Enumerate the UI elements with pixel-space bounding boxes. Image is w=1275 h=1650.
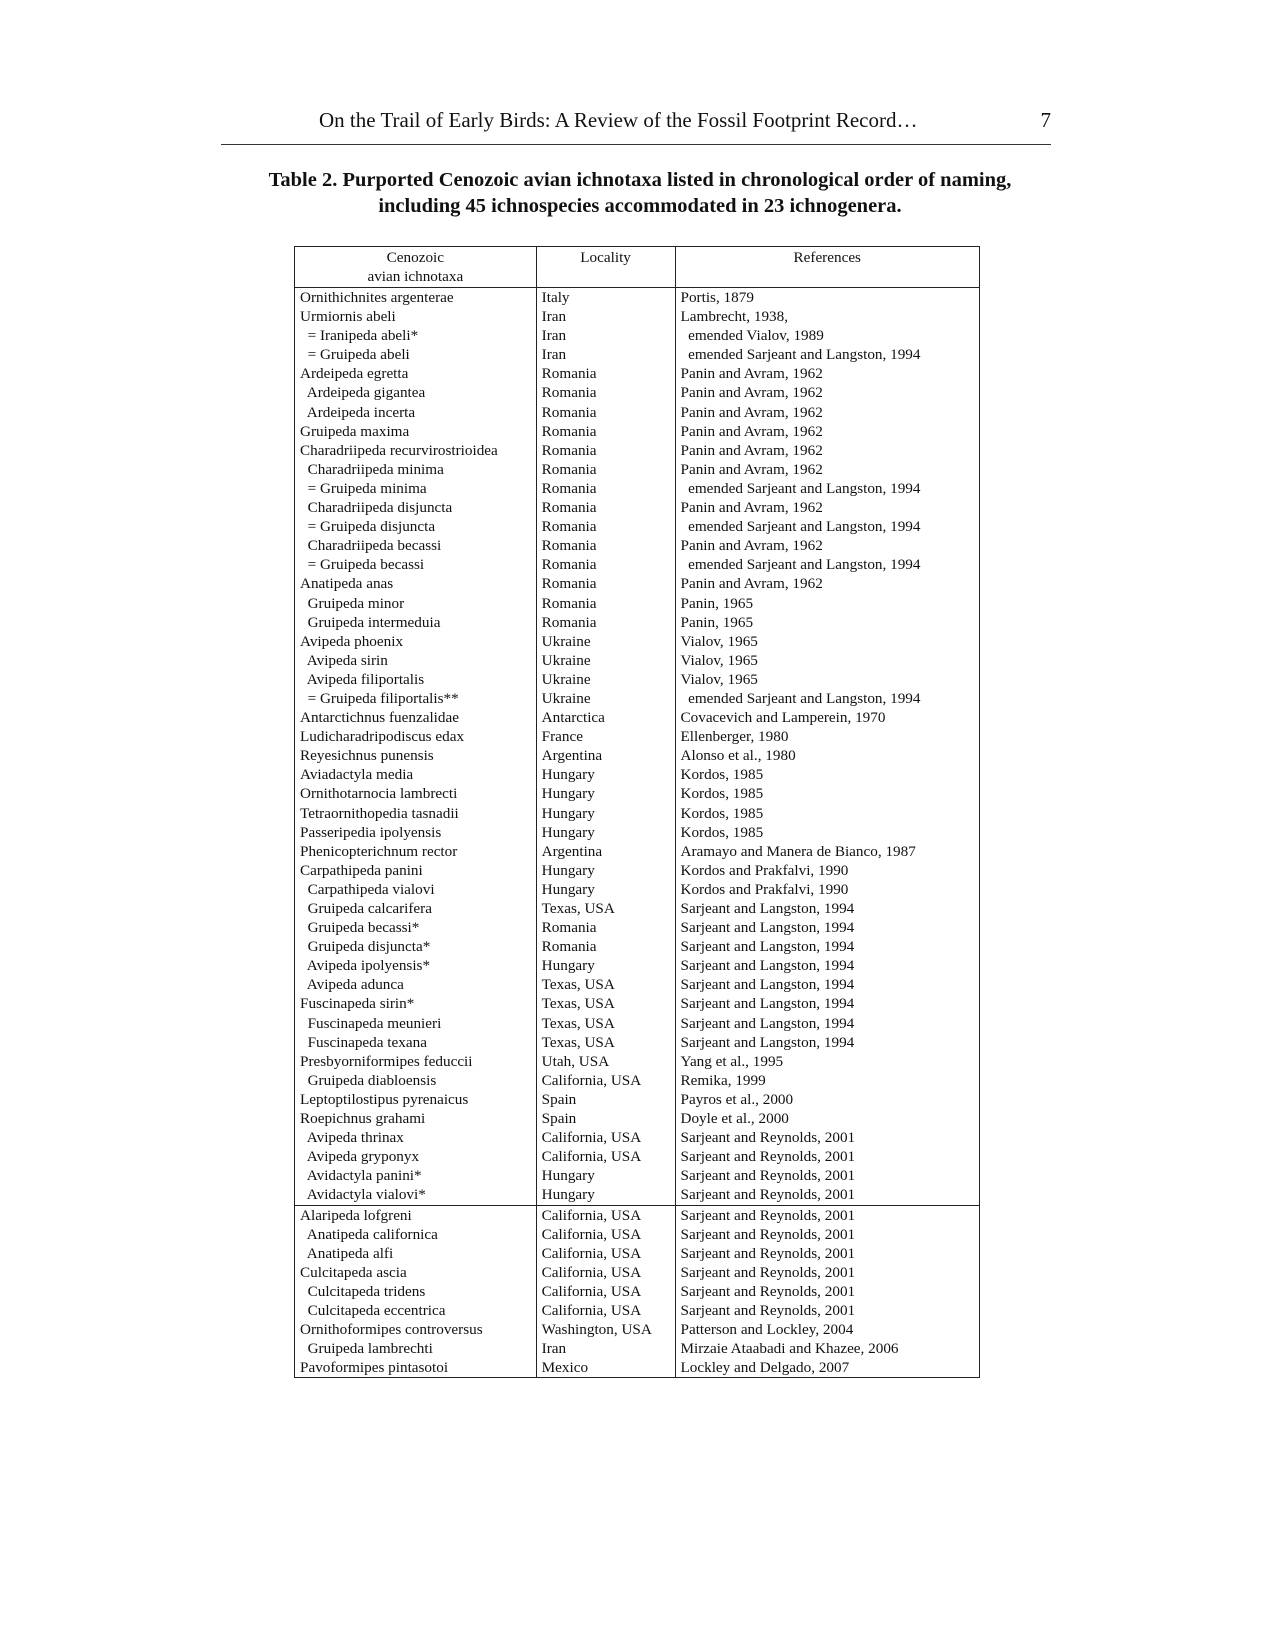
cell-locality: Argentina bbox=[536, 746, 675, 765]
cell-reference: Kordos and Prakfalvi, 1990 bbox=[675, 861, 980, 880]
cell-reference: Doyle et al., 2000 bbox=[675, 1109, 980, 1128]
cell-locality: Romania bbox=[536, 479, 675, 498]
cell-locality: Romania bbox=[536, 498, 675, 517]
cell-reference: emended Sarjeant and Langston, 1994 bbox=[675, 517, 980, 536]
table-body bbox=[295, 288, 980, 1378]
cell-locality: California, USA bbox=[536, 1205, 675, 1225]
table-row bbox=[295, 1358, 980, 1378]
cell-taxon: Gruipeda disjuncta* bbox=[295, 937, 537, 956]
table-row bbox=[295, 708, 980, 727]
cell-reference: Panin and Avram, 1962 bbox=[675, 364, 980, 383]
table-row bbox=[295, 975, 980, 994]
table-caption-line-2: including 45 ichnospecies accommodated in 23 ichnogenera. bbox=[378, 195, 902, 217]
cell-reference: emended Sarjeant and Langston, 1994 bbox=[675, 345, 980, 364]
cell-taxon: Ornithoformipes controversus bbox=[295, 1320, 537, 1339]
cell-taxon: Fuscinapeda texana bbox=[295, 1033, 537, 1052]
cell-taxon: Gruipeda calcarifera bbox=[295, 899, 537, 918]
cell-locality: Ukraine bbox=[536, 632, 675, 651]
column-header-taxa bbox=[295, 247, 537, 288]
cell-taxon: Anatipeda californica bbox=[295, 1225, 537, 1244]
table-row bbox=[295, 651, 980, 670]
cell-taxon: Charadriipeda disjuncta bbox=[295, 498, 537, 517]
table-row bbox=[295, 994, 980, 1013]
cell-locality: Texas, USA bbox=[536, 899, 675, 918]
table-row bbox=[295, 1071, 980, 1090]
table-row bbox=[295, 899, 980, 918]
running-header bbox=[221, 106, 1051, 145]
cell-taxon: Fuscinapeda sirin* bbox=[295, 994, 537, 1013]
cell-reference: Alonso et al., 1980 bbox=[675, 746, 980, 765]
cell-locality: Spain bbox=[536, 1090, 675, 1109]
cell-reference: Panin and Avram, 1962 bbox=[675, 422, 980, 441]
table-row bbox=[295, 765, 980, 784]
cell-reference: emended Sarjeant and Langston, 1994 bbox=[675, 479, 980, 498]
table-row bbox=[295, 613, 980, 632]
cell-reference: Lambrecht, 1938, bbox=[675, 307, 980, 326]
cell-reference: Kordos, 1985 bbox=[675, 784, 980, 803]
cell-reference: Panin and Avram, 1962 bbox=[675, 498, 980, 517]
cell-taxon: Pavoformipes pintasotoi bbox=[295, 1358, 537, 1378]
table-row bbox=[295, 1205, 980, 1225]
cell-taxon: Avipeda ipolyensis* bbox=[295, 956, 537, 975]
cell-reference: Sarjeant and Reynolds, 2001 bbox=[675, 1225, 980, 1244]
cell-taxon: Leptoptilostipus pyrenaicus bbox=[295, 1090, 537, 1109]
cell-reference: Lockley and Delgado, 2007 bbox=[675, 1358, 980, 1378]
cell-taxon: Charadriipeda becassi bbox=[295, 536, 537, 555]
cell-locality: Hungary bbox=[536, 1166, 675, 1185]
cell-locality: Ukraine bbox=[536, 670, 675, 689]
cell-locality: Texas, USA bbox=[536, 1014, 675, 1033]
cell-taxon: Avipeda phoenix bbox=[295, 632, 537, 651]
cell-taxon: Ornithotarnocia lambrecti bbox=[295, 784, 537, 803]
table-row bbox=[295, 918, 980, 937]
cell-locality: California, USA bbox=[536, 1301, 675, 1320]
cell-locality: Romania bbox=[536, 594, 675, 613]
cell-locality: France bbox=[536, 727, 675, 746]
cell-locality: Hungary bbox=[536, 861, 675, 880]
cell-taxon: Gruipeda diabloensis bbox=[295, 1071, 537, 1090]
cell-reference: Sarjeant and Reynolds, 2001 bbox=[675, 1301, 980, 1320]
cell-reference: Sarjeant and Langston, 1994 bbox=[675, 918, 980, 937]
cell-reference: Sarjeant and Reynolds, 2001 bbox=[675, 1166, 980, 1185]
cell-taxon: Charadriipeda recurvirostrioidea bbox=[295, 441, 537, 460]
cell-reference: Panin, 1965 bbox=[675, 613, 980, 632]
cell-locality: Romania bbox=[536, 536, 675, 555]
cell-locality: California, USA bbox=[536, 1282, 675, 1301]
cell-locality: Utah, USA bbox=[536, 1052, 675, 1071]
cell-reference: Patterson and Lockley, 2004 bbox=[675, 1320, 980, 1339]
table-row bbox=[295, 842, 980, 861]
table-row bbox=[295, 1244, 980, 1263]
cell-reference: Sarjeant and Reynolds, 2001 bbox=[675, 1282, 980, 1301]
cell-taxon: Ardeipeda incerta bbox=[295, 403, 537, 422]
cell-locality: Romania bbox=[536, 460, 675, 479]
cell-taxon: Tetraornithopedia tasnadii bbox=[295, 804, 537, 823]
column-header-taxa-line-1: Cenozoic bbox=[386, 249, 445, 266]
table-row bbox=[295, 1320, 980, 1339]
cell-locality: Iran bbox=[536, 1339, 675, 1358]
cell-locality: Texas, USA bbox=[536, 975, 675, 994]
table-caption bbox=[200, 167, 1080, 219]
table-header-row bbox=[295, 247, 980, 288]
table-row bbox=[295, 861, 980, 880]
table-row bbox=[295, 1147, 980, 1166]
table-row bbox=[295, 1225, 980, 1244]
cell-taxon: Fuscinapeda meunieri bbox=[295, 1014, 537, 1033]
cell-reference: Kordos, 1985 bbox=[675, 804, 980, 823]
table-row bbox=[295, 880, 980, 899]
column-header-references: References bbox=[675, 247, 980, 288]
cell-taxon: Gruipeda maxima bbox=[295, 422, 537, 441]
cell-taxon: Alaripeda lofgreni bbox=[295, 1205, 537, 1225]
table-row bbox=[295, 1033, 980, 1052]
cell-reference: Panin and Avram, 1962 bbox=[675, 536, 980, 555]
table-row bbox=[295, 383, 980, 402]
table-row bbox=[295, 479, 980, 498]
cell-reference: Sarjeant and Langston, 1994 bbox=[675, 1014, 980, 1033]
cell-locality: Argentina bbox=[536, 842, 675, 861]
cell-taxon: Roepichnus grahami bbox=[295, 1109, 537, 1128]
cell-reference: Mirzaie Ataabadi and Khazee, 2006 bbox=[675, 1339, 980, 1358]
table-row bbox=[295, 1090, 980, 1109]
cell-locality: Romania bbox=[536, 918, 675, 937]
cell-reference: Sarjeant and Reynolds, 2001 bbox=[675, 1185, 980, 1205]
cell-taxon: = Gruipeda becassi bbox=[295, 555, 537, 574]
cell-reference: Remika, 1999 bbox=[675, 1071, 980, 1090]
cell-locality: California, USA bbox=[536, 1147, 675, 1166]
column-header-taxa-line-2: avian ichnotaxa bbox=[367, 268, 464, 285]
table-row bbox=[295, 345, 980, 364]
cell-reference: Vialov, 1965 bbox=[675, 632, 980, 651]
table-row bbox=[295, 441, 980, 460]
cell-reference: Payros et al., 2000 bbox=[675, 1090, 980, 1109]
cell-taxon: Anatipeda alfi bbox=[295, 1244, 537, 1263]
cell-taxon: = Gruipeda disjuncta bbox=[295, 517, 537, 536]
cell-taxon: Gruipeda intermeduia bbox=[295, 613, 537, 632]
table-row bbox=[295, 689, 980, 708]
cell-locality: Hungary bbox=[536, 823, 675, 842]
cell-taxon: Ludicharadripodiscus edax bbox=[295, 727, 537, 746]
cell-locality: Romania bbox=[536, 422, 675, 441]
cell-locality: Antarctica bbox=[536, 708, 675, 727]
cell-reference: Vialov, 1965 bbox=[675, 670, 980, 689]
table-row bbox=[295, 1052, 980, 1071]
cell-taxon: Passeripedia ipolyensis bbox=[295, 823, 537, 842]
cell-taxon: Carpathipeda vialovi bbox=[295, 880, 537, 899]
table-row bbox=[295, 784, 980, 803]
cell-taxon: Aviadactyla media bbox=[295, 765, 537, 784]
table-row bbox=[295, 1128, 980, 1147]
column-header-locality: Locality bbox=[536, 247, 675, 288]
cell-reference: Sarjeant and Reynolds, 2001 bbox=[675, 1263, 980, 1282]
cell-reference: Panin and Avram, 1962 bbox=[675, 403, 980, 422]
table-row bbox=[295, 555, 980, 574]
cell-taxon: Carpathipeda panini bbox=[295, 861, 537, 880]
cell-taxon: Ardeipeda egretta bbox=[295, 364, 537, 383]
cell-locality: Romania bbox=[536, 613, 675, 632]
table-row bbox=[295, 1339, 980, 1358]
cell-locality: Washington, USA bbox=[536, 1320, 675, 1339]
cell-locality: Iran bbox=[536, 326, 675, 345]
cell-locality: Hungary bbox=[536, 1185, 675, 1205]
cell-locality: California, USA bbox=[536, 1071, 675, 1090]
cell-reference: emended Sarjeant and Langston, 1994 bbox=[675, 555, 980, 574]
table-caption-line-1: Table 2. Purported Cenozoic avian ichnotaxa listed in chronological order of naming, bbox=[268, 169, 1012, 191]
cell-reference: Sarjeant and Reynolds, 2001 bbox=[675, 1128, 980, 1147]
cell-taxon: Ornithichnites argenterae bbox=[295, 288, 537, 308]
cell-reference: Sarjeant and Langston, 1994 bbox=[675, 994, 980, 1013]
table-row bbox=[295, 1282, 980, 1301]
cell-taxon: Charadriipeda minima bbox=[295, 460, 537, 479]
cell-locality: Romania bbox=[536, 441, 675, 460]
cell-locality: California, USA bbox=[536, 1225, 675, 1244]
cell-locality: Romania bbox=[536, 555, 675, 574]
table-row bbox=[295, 1263, 980, 1282]
cell-reference: Sarjeant and Reynolds, 2001 bbox=[675, 1244, 980, 1263]
cell-taxon: Avidactyla vialovi* bbox=[295, 1185, 537, 1205]
cell-taxon: Gruipeda becassi* bbox=[295, 918, 537, 937]
cell-taxon: Avipeda thrinax bbox=[295, 1128, 537, 1147]
cell-taxon: Avidactyla panini* bbox=[295, 1166, 537, 1185]
cell-locality: Hungary bbox=[536, 804, 675, 823]
table-row bbox=[295, 746, 980, 765]
cell-locality: Hungary bbox=[536, 765, 675, 784]
cell-reference: Sarjeant and Langston, 1994 bbox=[675, 937, 980, 956]
cell-taxon: Avipeda sirin bbox=[295, 651, 537, 670]
cell-locality: California, USA bbox=[536, 1263, 675, 1282]
cell-taxon: Ardeipeda gigantea bbox=[295, 383, 537, 402]
table-row bbox=[295, 937, 980, 956]
cell-taxon: Reyesichnus punensis bbox=[295, 746, 537, 765]
cell-locality: Iran bbox=[536, 345, 675, 364]
table-row bbox=[295, 517, 980, 536]
table-row bbox=[295, 804, 980, 823]
cell-taxon: Gruipeda lambrechti bbox=[295, 1339, 537, 1358]
cell-taxon: Presbyorniformipes feduccii bbox=[295, 1052, 537, 1071]
cell-reference: Sarjeant and Langston, 1994 bbox=[675, 899, 980, 918]
cell-reference: Panin and Avram, 1962 bbox=[675, 441, 980, 460]
cell-taxon: Gruipeda minor bbox=[295, 594, 537, 613]
cell-taxon: Culcitapeda eccentrica bbox=[295, 1301, 537, 1320]
cell-locality: Hungary bbox=[536, 880, 675, 899]
cell-reference: Yang et al., 1995 bbox=[675, 1052, 980, 1071]
cell-locality: Mexico bbox=[536, 1358, 675, 1378]
cell-reference: Kordos and Prakfalvi, 1990 bbox=[675, 880, 980, 899]
table-row bbox=[295, 670, 980, 689]
cell-taxon: = Gruipeda filiportalis** bbox=[295, 689, 537, 708]
page-number: 7 bbox=[1040, 108, 1051, 132]
cell-taxon: Culcitapeda tridens bbox=[295, 1282, 537, 1301]
cell-locality: Romania bbox=[536, 383, 675, 402]
table-row bbox=[295, 307, 980, 326]
ichnotaxa-table bbox=[294, 246, 980, 1378]
table-row bbox=[295, 422, 980, 441]
cell-reference: emended Sarjeant and Langston, 1994 bbox=[675, 689, 980, 708]
cell-taxon: Anatipeda anas bbox=[295, 574, 537, 593]
table-row bbox=[295, 1014, 980, 1033]
cell-reference: Kordos, 1985 bbox=[675, 823, 980, 842]
cell-reference: Sarjeant and Langston, 1994 bbox=[675, 1033, 980, 1052]
table-row bbox=[295, 364, 980, 383]
cell-reference: Sarjeant and Langston, 1994 bbox=[675, 956, 980, 975]
cell-locality: Ukraine bbox=[536, 651, 675, 670]
cell-reference: Sarjeant and Langston, 1994 bbox=[675, 975, 980, 994]
cell-taxon: Avipeda gryponyx bbox=[295, 1147, 537, 1166]
cell-locality: Romania bbox=[536, 517, 675, 536]
cell-taxon: = Gruipeda minima bbox=[295, 479, 537, 498]
cell-taxon: Antarctichnus fuenzalidae bbox=[295, 708, 537, 727]
table-row bbox=[295, 956, 980, 975]
cell-locality: Hungary bbox=[536, 956, 675, 975]
cell-locality: Iran bbox=[536, 307, 675, 326]
cell-locality: Romania bbox=[536, 574, 675, 593]
cell-locality: Texas, USA bbox=[536, 994, 675, 1013]
cell-reference: Sarjeant and Reynolds, 2001 bbox=[675, 1147, 980, 1166]
table-row bbox=[295, 632, 980, 651]
cell-reference: Aramayo and Manera de Bianco, 1987 bbox=[675, 842, 980, 861]
cell-taxon: Avipeda filiportalis bbox=[295, 670, 537, 689]
table-row bbox=[295, 326, 980, 345]
cell-reference: Sarjeant and Reynolds, 2001 bbox=[675, 1205, 980, 1225]
cell-reference: Ellenberger, 1980 bbox=[675, 727, 980, 746]
cell-locality: Italy bbox=[536, 288, 675, 308]
table-row bbox=[295, 1109, 980, 1128]
cell-taxon: Culcitapeda ascia bbox=[295, 1263, 537, 1282]
table-row bbox=[295, 823, 980, 842]
table-row bbox=[295, 594, 980, 613]
table-row bbox=[295, 1166, 980, 1185]
cell-locality: Romania bbox=[536, 364, 675, 383]
cell-taxon: = Iranipeda abeli* bbox=[295, 326, 537, 345]
cell-reference: Panin, 1965 bbox=[675, 594, 980, 613]
table-row bbox=[295, 288, 980, 308]
cell-reference: Kordos, 1985 bbox=[675, 765, 980, 784]
running-title: On the Trail of Early Birds: A Review of the Fossil Footprint Record… bbox=[319, 108, 918, 132]
table-row bbox=[295, 574, 980, 593]
cell-reference: Panin and Avram, 1962 bbox=[675, 460, 980, 479]
cell-locality: California, USA bbox=[536, 1244, 675, 1263]
cell-locality: Texas, USA bbox=[536, 1033, 675, 1052]
cell-locality: Romania bbox=[536, 403, 675, 422]
table-row bbox=[295, 460, 980, 479]
cell-taxon: Urmiornis abeli bbox=[295, 307, 537, 326]
table-row bbox=[295, 1185, 980, 1205]
cell-reference: Panin and Avram, 1962 bbox=[675, 383, 980, 402]
cell-locality: Romania bbox=[536, 937, 675, 956]
table-row bbox=[295, 727, 980, 746]
cell-reference: emended Vialov, 1989 bbox=[675, 326, 980, 345]
cell-taxon: Phenicopterichnum rector bbox=[295, 842, 537, 861]
cell-taxon: Avipeda adunca bbox=[295, 975, 537, 994]
cell-locality: Spain bbox=[536, 1109, 675, 1128]
cell-reference: Portis, 1879 bbox=[675, 288, 980, 308]
cell-taxon: = Gruipeda abeli bbox=[295, 345, 537, 364]
table-row bbox=[295, 403, 980, 422]
table-row bbox=[295, 536, 980, 555]
table-row bbox=[295, 1301, 980, 1320]
cell-reference: Panin and Avram, 1962 bbox=[675, 574, 980, 593]
cell-locality: California, USA bbox=[536, 1128, 675, 1147]
cell-reference: Covacevich and Lamperein, 1970 bbox=[675, 708, 980, 727]
cell-locality: Ukraine bbox=[536, 689, 675, 708]
table-row bbox=[295, 498, 980, 517]
cell-reference: Vialov, 1965 bbox=[675, 651, 980, 670]
cell-locality: Hungary bbox=[536, 784, 675, 803]
